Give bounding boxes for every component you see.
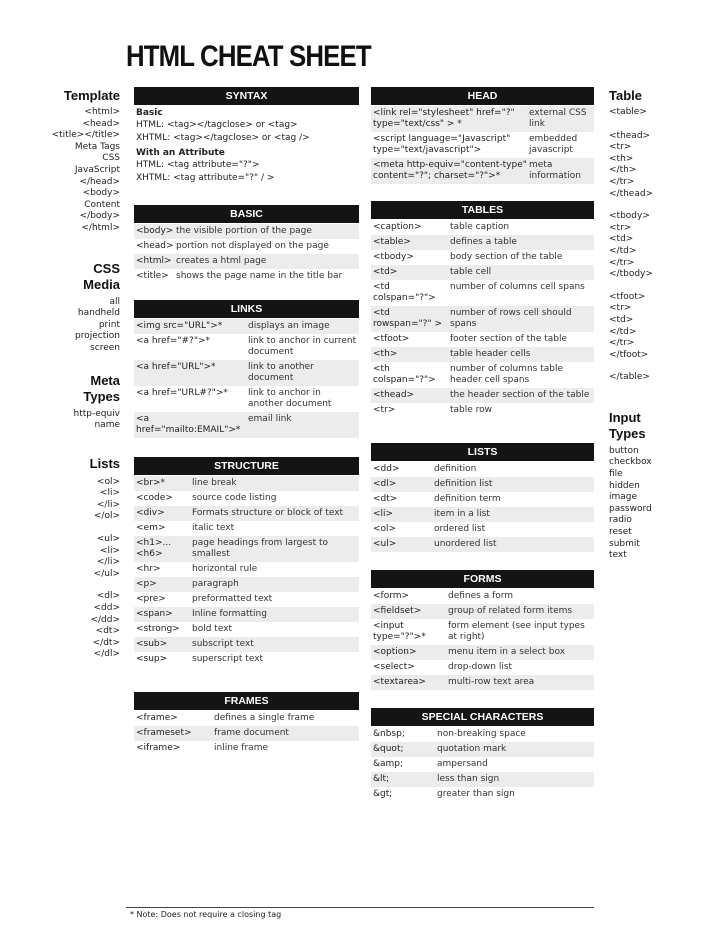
- list-item: file: [609, 469, 623, 480]
- syntax-line: HTML: <tag attribute="?">: [136, 160, 260, 170]
- list-item: <body>: [82, 188, 120, 199]
- desc-cell: line break: [192, 478, 237, 488]
- tag-cell: <ol>: [373, 524, 397, 534]
- tag-cell: <html>: [136, 256, 172, 266]
- table-row: [371, 388, 594, 403]
- tag-cell: <sup>: [136, 654, 168, 664]
- tag-cell: <iframe>: [136, 743, 181, 753]
- table-row: [371, 265, 594, 280]
- list-item: </thead>: [609, 188, 654, 199]
- table-row: [371, 645, 594, 660]
- special-characters-section: [371, 708, 594, 802]
- special-characters-header: SPECIAL CHARACTERS: [371, 708, 594, 726]
- tag-cell: <a href="URL">*: [136, 362, 216, 372]
- table-row: [134, 577, 359, 592]
- tag-cell: <tbody>: [373, 252, 414, 262]
- list-item: reset: [609, 527, 632, 538]
- tag-cell: <textarea>: [373, 677, 426, 687]
- list-item: <ul>: [96, 534, 120, 545]
- desc-cell: definition list: [434, 479, 493, 489]
- list-item: </td>: [609, 326, 637, 337]
- forms-section: [371, 570, 594, 690]
- tag-cell: <th>: [373, 349, 398, 359]
- tag-cell: &gt;: [373, 789, 393, 799]
- desc-cell: subscript text: [192, 639, 254, 649]
- desc-cell: superscript text: [192, 654, 264, 664]
- table-row: [371, 132, 594, 158]
- table-row: [134, 224, 359, 239]
- list-item: http-equiv: [73, 408, 120, 419]
- list-item: projection: [75, 331, 120, 342]
- tag-cell: <frameset>: [136, 728, 192, 738]
- tag-cell: <hr>: [136, 564, 161, 574]
- tag-cell: <dl>: [373, 479, 397, 489]
- desc-cell: number of rows cell should spans: [450, 308, 572, 329]
- tag-cell: <fieldset>: [373, 606, 422, 616]
- tag-cell: <td rowspan="?" >: [373, 308, 442, 329]
- template-list: [40, 107, 120, 235]
- head-header: HEAD: [371, 87, 594, 105]
- desc-cell: drop-down list: [448, 662, 513, 672]
- tag-cell: &quot;: [373, 744, 404, 754]
- frames-header: FRAMES: [134, 692, 359, 710]
- table-row: [134, 622, 359, 637]
- desc-cell: external CSS link: [529, 108, 587, 129]
- table-row: [371, 220, 594, 235]
- tag-cell: <dd>: [373, 464, 400, 474]
- list-item: Content: [84, 199, 120, 210]
- desc-cell: source code listing: [192, 493, 277, 503]
- table-row: [134, 741, 359, 756]
- desc-cell: table header cells: [450, 349, 531, 359]
- table-row: [134, 726, 359, 741]
- tag-cell: <input type="?">*: [373, 621, 426, 642]
- list-item: <html>: [84, 107, 120, 117]
- tag-cell: <a href="#?">*: [136, 336, 211, 346]
- tag-cell: <p>: [136, 579, 157, 589]
- table-row: [371, 158, 594, 184]
- list-item: screen: [90, 342, 120, 353]
- list-item: </tr>: [609, 338, 635, 349]
- tag-cell: <pre>: [136, 594, 166, 604]
- list-item: <td>: [609, 234, 634, 245]
- tag-cell: <thead>: [373, 390, 415, 400]
- desc-cell: bold text: [192, 624, 233, 634]
- table-row: [371, 403, 594, 418]
- footnote: * Note: Does not require a closing tag: [130, 910, 282, 919]
- meta-types-heading: Meta: [90, 372, 120, 388]
- list-item: <thead>: [609, 130, 651, 141]
- syntax-basic-label: Basic: [136, 108, 163, 118]
- list-item: </tfoot>: [609, 349, 649, 360]
- list-item: </li>: [96, 557, 120, 568]
- list-item: all: [109, 296, 120, 307]
- tag-cell: <tr>: [373, 405, 396, 415]
- table-row: [371, 537, 594, 552]
- list-item: </ol>: [93, 511, 120, 522]
- list-item: <tfoot>: [609, 291, 646, 302]
- list-item: </th>: [609, 165, 637, 176]
- list-item: </body>: [79, 211, 120, 222]
- list-item: name: [94, 420, 120, 431]
- right-sidebar: [609, 88, 689, 562]
- table-row: [371, 280, 594, 306]
- table-row: [134, 360, 359, 386]
- desc-cell: Inline formatting: [192, 609, 267, 619]
- table-row: [371, 589, 594, 604]
- desc-cell: the header section of the table: [450, 390, 590, 400]
- table-row: [134, 711, 359, 726]
- list-item: <td>: [609, 314, 634, 325]
- list-item: text: [609, 550, 627, 561]
- list-item: JavaScript: [74, 164, 120, 175]
- table-row: [134, 334, 359, 360]
- tag-cell: <div>: [136, 508, 165, 518]
- table-row: [371, 492, 594, 507]
- list-item: print: [98, 319, 120, 330]
- list-item: </ul>: [93, 568, 120, 579]
- syntax-line: XHTML: <tag></tagclose> or <tag />: [136, 133, 310, 143]
- list-item: </li>: [96, 499, 120, 510]
- frames-section: [134, 692, 359, 756]
- table-row: [371, 347, 594, 362]
- list-item: <tr>: [609, 303, 632, 314]
- desc-cell: less than sign: [437, 774, 500, 784]
- tag-cell: <code>: [136, 493, 173, 503]
- tag-cell: <select>: [373, 662, 415, 672]
- tag-cell: <sub>: [136, 639, 168, 649]
- table-row: [371, 757, 594, 772]
- list-item: submit: [609, 538, 640, 549]
- syntax-line: XHTML: <tag attribute="?" / >: [136, 173, 275, 183]
- desc-cell: meta information: [529, 160, 581, 181]
- list-item: <title></title>: [51, 130, 120, 141]
- desc-cell: page headings from largest to smallest: [192, 538, 329, 559]
- tables-header: TABLES: [371, 201, 594, 219]
- tag-cell: <head>: [136, 241, 174, 251]
- desc-cell: Formats structure or block of text: [192, 508, 344, 518]
- list-item: </td>: [609, 245, 637, 256]
- lists-heading: Lists: [89, 455, 120, 471]
- list-item: </html>: [81, 222, 120, 233]
- table-row: [371, 235, 594, 250]
- table-row: [371, 727, 594, 742]
- tables-section: [371, 201, 594, 418]
- lists-header: LISTS: [371, 443, 594, 461]
- tag-cell: <br>*: [136, 478, 165, 488]
- tag-cell: <em>: [136, 523, 166, 533]
- desc-cell: portion not displayed on the page: [176, 241, 329, 251]
- table-row: [134, 319, 359, 334]
- syntax-section: [134, 87, 359, 185]
- desc-cell: greater than sign: [437, 789, 515, 799]
- tag-cell: <script language="Javascript" type="text/javascript">: [373, 134, 511, 155]
- list-item: </tbody>: [609, 269, 653, 280]
- tag-cell: <meta http-equiv="content-type" content="?"; charset="?">*: [373, 160, 527, 181]
- desc-cell: table cell: [450, 267, 492, 277]
- table-row: [134, 592, 359, 607]
- table-row: [371, 604, 594, 619]
- desc-cell: definition: [434, 464, 477, 474]
- table-row: [371, 362, 594, 388]
- page-title: HTML CHEAT SHEET: [126, 40, 371, 73]
- desc-cell: multi-row text area: [448, 677, 535, 687]
- list-item: </dl>: [93, 649, 120, 660]
- desc-cell: non-breaking space: [437, 729, 526, 739]
- table-row: [371, 675, 594, 690]
- tag-cell: <a href="mailto:EMAIL">*: [136, 414, 241, 435]
- tag-cell: <h1>...<h6>: [136, 538, 172, 559]
- list-item: <dl>: [96, 591, 120, 602]
- list-item: hidden: [609, 480, 640, 491]
- tag-cell: <li>: [373, 509, 394, 519]
- lists-section: [371, 443, 594, 552]
- table-row: [371, 619, 594, 645]
- links-header: LINKS: [134, 300, 359, 318]
- list-item: <dd>: [93, 603, 120, 614]
- structure-section: [134, 457, 359, 667]
- table-row: [134, 506, 359, 521]
- tag-cell: &nbsp;: [373, 729, 405, 739]
- desc-cell: defines a table: [450, 237, 517, 247]
- tag-cell: &lt;: [373, 774, 390, 784]
- desc-cell: defines a form: [448, 591, 514, 601]
- tag-cell: <link rel="stylesheet" href="?" type="text/css" > *: [373, 108, 515, 129]
- desc-cell: link to anchor in another document: [248, 388, 332, 409]
- table-row: [371, 332, 594, 347]
- list-item: <ol>: [96, 476, 120, 487]
- tag-cell: <td colspan="?">: [373, 282, 436, 303]
- desc-cell: the visible portion of the page: [176, 226, 312, 236]
- tag-cell: &amp;: [373, 759, 404, 769]
- desc-cell: item in a list: [434, 509, 490, 519]
- desc-cell: displays an image: [248, 321, 330, 331]
- desc-cell: inline frame: [214, 743, 268, 753]
- tag-cell: <option>: [373, 647, 417, 657]
- css-media-heading: CSS: [93, 260, 120, 276]
- table-row: [371, 522, 594, 537]
- list-item: <th>: [609, 153, 634, 164]
- table-row: [134, 386, 359, 412]
- links-section: [134, 300, 359, 438]
- table-row: [371, 306, 594, 332]
- desc-cell: link to another document: [248, 362, 314, 383]
- desc-cell: definition term: [434, 494, 501, 504]
- desc-cell: table row: [450, 405, 493, 415]
- tag-cell: <title>: [136, 271, 169, 281]
- tag-cell: <body>: [136, 226, 174, 236]
- tag-cell: <caption>: [373, 222, 422, 232]
- list-item: <head>: [82, 118, 120, 129]
- table-row: [134, 476, 359, 491]
- tag-cell: <a href="URL#?">*: [136, 388, 228, 398]
- table-row: [134, 491, 359, 506]
- syntax-header: SYNTAX: [134, 87, 359, 105]
- tag-cell: <img src="URL">*: [136, 321, 223, 331]
- input-types-heading: Input: [609, 409, 641, 425]
- table-row: [371, 772, 594, 787]
- forms-header: FORMS: [371, 570, 594, 588]
- table-row: [134, 607, 359, 622]
- head-section: [371, 87, 594, 184]
- template-heading: Template: [63, 88, 120, 103]
- table-row: [134, 239, 359, 254]
- syntax-attr-label: With an Attribute: [136, 148, 225, 158]
- desc-cell: paragraph: [192, 579, 239, 589]
- list-item: password: [609, 503, 652, 514]
- table-row: [371, 787, 594, 802]
- desc-cell: defines a single frame: [214, 713, 315, 723]
- list-item: <li>: [99, 545, 120, 556]
- list-item: handheld: [77, 308, 120, 319]
- list-item: <tr>: [609, 142, 632, 153]
- list-item: image: [609, 492, 638, 503]
- list-item: <dt>: [95, 626, 120, 637]
- list-item: <li>: [99, 488, 120, 499]
- list-item: button: [609, 445, 639, 456]
- table-row: [134, 412, 359, 438]
- tag-cell: <tfoot>: [373, 334, 410, 344]
- meta-types-heading-2: Types: [83, 388, 120, 404]
- list-item: Meta Tags: [74, 141, 120, 152]
- footnote-divider: [126, 907, 594, 908]
- tag-cell: <dt>: [373, 494, 398, 504]
- list-item: </dd>: [90, 614, 120, 625]
- syntax-line: HTML: <tag></tagclose> or <tag>: [136, 120, 298, 130]
- desc-cell: quotation mark: [437, 744, 507, 754]
- desc-cell: creates a html page: [176, 256, 267, 266]
- desc-cell: table caption: [450, 222, 510, 232]
- desc-cell: horizontal rule: [192, 564, 258, 574]
- table-row: [371, 106, 594, 132]
- tag-cell: <form>: [373, 591, 410, 601]
- desc-cell: ampersand: [437, 759, 488, 769]
- tag-cell: <frame>: [136, 713, 178, 723]
- desc-cell: italic text: [192, 523, 235, 533]
- desc-cell: footer section of the table: [450, 334, 568, 344]
- table-row: [371, 507, 594, 522]
- input-types-heading-2: Types: [609, 425, 646, 441]
- list-item: checkbox: [609, 457, 652, 468]
- table-row: [134, 652, 359, 667]
- tag-cell: <span>: [136, 609, 173, 619]
- table-row: [371, 462, 594, 477]
- desc-cell: preformatted text: [192, 594, 273, 604]
- table-row: [134, 254, 359, 269]
- basic-section: [134, 205, 359, 284]
- table-row: [134, 269, 359, 284]
- list-item: <tbody>: [609, 211, 650, 222]
- tag-cell: <table>: [373, 237, 411, 247]
- desc-cell: ordered list: [434, 524, 486, 534]
- desc-cell: menu item in a select box: [448, 647, 566, 657]
- left-sidebar: [40, 88, 120, 661]
- list-item: </tr>: [609, 257, 635, 268]
- table-row: [134, 637, 359, 652]
- desc-cell: link to anchor in current document: [248, 336, 357, 357]
- table-row: [371, 660, 594, 675]
- desc-cell: unordered list: [434, 539, 497, 549]
- desc-cell: form element (see input types at right): [448, 621, 585, 642]
- tag-cell: <strong>: [136, 624, 180, 634]
- desc-cell: number of columns cell spans: [450, 282, 585, 292]
- desc-cell: group of related form items: [448, 606, 573, 616]
- list-item: </table>: [609, 372, 650, 383]
- table-row: [371, 477, 594, 492]
- css-media-heading-2: Media: [83, 276, 120, 292]
- desc-cell: body section of the table: [450, 252, 563, 262]
- structure-header: STRUCTURE: [134, 457, 359, 475]
- desc-cell: frame document: [214, 728, 289, 738]
- list-item: </head>: [79, 176, 120, 187]
- desc-cell: email link: [248, 414, 292, 424]
- tag-cell: <td>: [373, 267, 398, 277]
- tag-cell: <th colspan="?">: [373, 364, 436, 385]
- list-item: <tr>: [609, 222, 632, 233]
- table-row: [134, 536, 359, 562]
- table-row: [371, 742, 594, 757]
- tag-cell: <ul>: [373, 539, 397, 549]
- table-row: [134, 562, 359, 577]
- list-item: </dt>: [92, 637, 120, 648]
- desc-cell: number of columns table header cell spans: [450, 364, 563, 385]
- list-item: CSS: [102, 153, 120, 164]
- desc-cell: embedded javascript: [529, 134, 578, 155]
- table-heading: Table: [609, 88, 642, 103]
- list-item: </tr>: [609, 176, 635, 187]
- table-row: [134, 521, 359, 536]
- desc-cell: shows the page name in the title bar: [176, 271, 343, 281]
- table-row: [371, 250, 594, 265]
- list-item: radio: [609, 515, 632, 526]
- list-item: <table>: [609, 107, 647, 117]
- basic-header: BASIC: [134, 205, 359, 223]
